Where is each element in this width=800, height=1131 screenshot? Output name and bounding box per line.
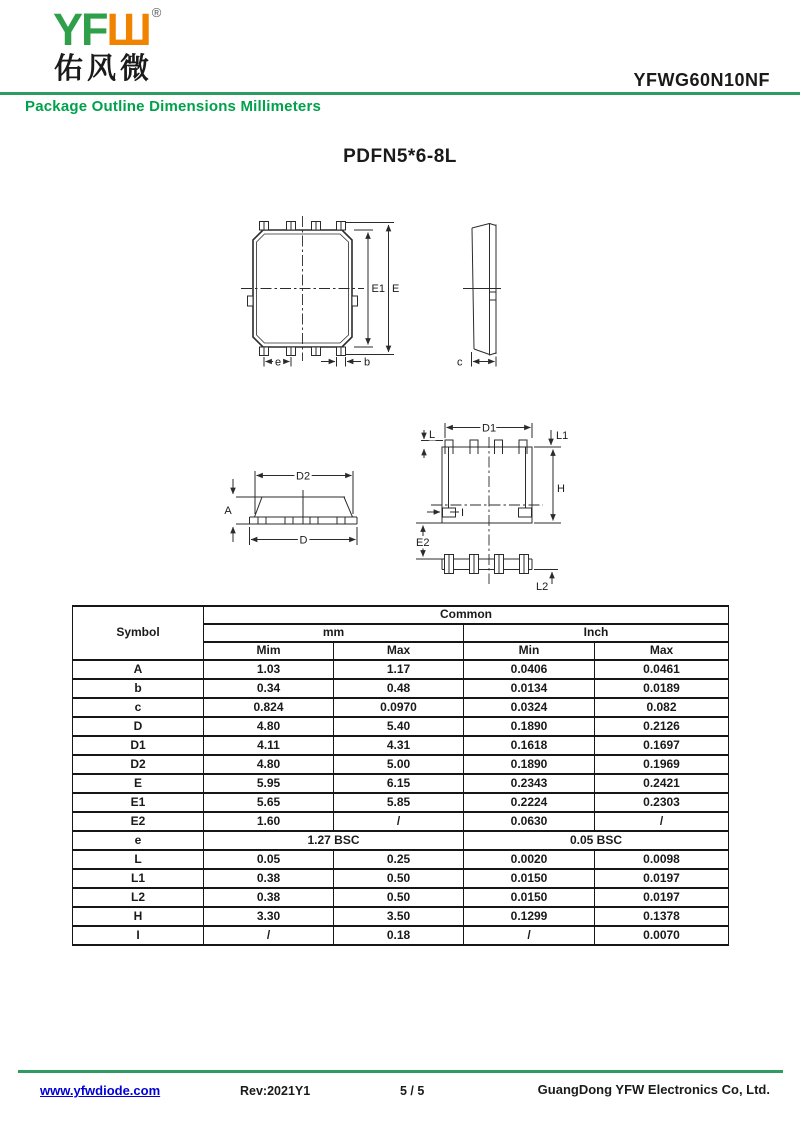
inch-bsc-cell: 0.05 BSC <box>464 831 729 850</box>
inch-min-cell: 0.1618 <box>464 736 595 755</box>
inch-max-cell: 0.1969 <box>595 755 729 774</box>
col-header-mm: mm <box>204 624 464 642</box>
mm-max-cell: 5.40 <box>334 717 464 736</box>
dim-label-a: A <box>224 505 232 517</box>
symbol-cell: A <box>73 660 204 679</box>
dim-label-h: H <box>557 483 565 495</box>
mm-max-cell: 5.00 <box>334 755 464 774</box>
table-row <box>73 831 729 850</box>
mm-min-cell: 0.34 <box>204 679 334 698</box>
dim-label-c: c <box>457 356 463 369</box>
symbol-cell: E <box>73 774 204 793</box>
symbol-cell: E1 <box>73 793 204 812</box>
mm-max-cell: 0.0970 <box>334 698 464 717</box>
company-name: GuangDong YFW Electronics Co, Ltd. <box>537 1082 770 1097</box>
dim-label-e: e <box>275 356 282 369</box>
symbol-cell: L2 <box>73 888 204 907</box>
mm-min-cell: / <box>204 926 334 945</box>
mm-max-cell: 6.15 <box>334 774 464 793</box>
symbol-cell: e <box>73 831 204 850</box>
table-row <box>73 698 729 717</box>
inch-min-cell: 0.0020 <box>464 850 595 869</box>
mm-min-cell: 1.60 <box>204 812 334 831</box>
inch-min-cell: 0.0134 <box>464 679 595 698</box>
table-row <box>73 888 729 907</box>
mm-max-cell: 5.85 <box>334 793 464 812</box>
inch-min-cell: 0.0630 <box>464 812 595 831</box>
inch-max-cell: / <box>595 812 729 831</box>
inch-min-cell: 0.0324 <box>464 698 595 717</box>
symbol-cell: I <box>73 926 204 945</box>
mm-max-cell: 0.18 <box>334 926 464 945</box>
table-row <box>73 660 729 679</box>
mm-bsc-cell: 1.27 BSC <box>204 831 464 850</box>
col-header-mm-min: Mim <box>204 642 334 660</box>
mm-min-cell: 5.65 <box>204 793 334 812</box>
part-number: YFWG60N10NF <box>633 70 770 90</box>
inch-max-cell: 0.2303 <box>595 793 729 812</box>
package-title: PDFN5*6-8L <box>343 146 457 167</box>
header-divider <box>0 92 800 95</box>
inch-min-cell: 0.0150 <box>464 869 595 888</box>
inch-min-cell: 0.1299 <box>464 907 595 926</box>
inch-min-cell: 0.2343 <box>464 774 595 793</box>
page-number: 5 / 5 <box>400 1084 425 1098</box>
inch-min-cell: 0.0150 <box>464 888 595 907</box>
drawing-top-view <box>241 216 399 369</box>
inch-min-cell: 0.1890 <box>464 755 595 774</box>
mm-max-cell: 0.50 <box>334 888 464 907</box>
inch-max-cell: 0.082 <box>595 698 729 717</box>
symbol-cell: H <box>73 907 204 926</box>
mm-min-cell: 3.30 <box>204 907 334 926</box>
inch-max-cell: 0.0197 <box>595 869 729 888</box>
mm-min-cell: 0.38 <box>204 869 334 888</box>
table-row <box>73 926 729 945</box>
mm-min-cell: 4.11 <box>204 736 334 755</box>
symbol-cell: c <box>73 698 204 717</box>
inch-min-cell: 0.1890 <box>464 717 595 736</box>
inch-max-cell: 0.1378 <box>595 907 729 926</box>
symbol-cell: b <box>73 679 204 698</box>
mm-max-cell: 4.31 <box>334 736 464 755</box>
table-row <box>73 869 729 888</box>
table-row <box>73 755 729 774</box>
yfw-logo <box>53 4 162 55</box>
mm-max-cell: 0.48 <box>334 679 464 698</box>
mm-min-cell: 0.05 <box>204 850 334 869</box>
table-row <box>73 907 729 926</box>
col-header-inch-max: Max <box>595 642 729 660</box>
mm-max-cell: 3.50 <box>334 907 464 926</box>
dim-label-l2: L2 <box>536 581 549 593</box>
dim-label-e1: E1 <box>371 283 385 295</box>
drawing-side-profile <box>224 471 357 547</box>
dim-label-l: L <box>429 429 436 441</box>
table-row <box>73 679 729 698</box>
mm-max-cell: 0.50 <box>334 869 464 888</box>
inch-min-cell: 0.0406 <box>464 660 595 679</box>
symbol-cell: L <box>73 850 204 869</box>
drawing-side-view <box>457 223 501 369</box>
revision-label: Rev:2021Y1 <box>240 1084 311 1098</box>
mm-min-cell: 1.03 <box>204 660 334 679</box>
dim-label-d2: D2 <box>296 470 311 483</box>
mm-min-cell: 0.38 <box>204 888 334 907</box>
table-row <box>73 736 729 755</box>
mm-min-cell: 4.80 <box>204 755 334 774</box>
mm-max-cell: 1.17 <box>334 660 464 679</box>
table-row <box>73 793 729 812</box>
logo-chinese-text: 佑风微 <box>54 53 154 85</box>
mm-min-cell: 4.80 <box>204 717 334 736</box>
logo-w-mark: Ш <box>106 4 150 55</box>
inch-max-cell: 0.1697 <box>595 736 729 755</box>
mm-min-cell: 5.95 <box>204 774 334 793</box>
col-header-mm-max: Max <box>334 642 464 660</box>
inch-max-cell: 0.0461 <box>595 660 729 679</box>
dim-label-l1: L1 <box>556 430 569 442</box>
symbol-cell: D <box>73 717 204 736</box>
section-title: Package Outline Dimensions Millimeters <box>25 98 322 115</box>
mm-max-cell: / <box>334 812 464 831</box>
table-row <box>73 850 729 869</box>
inch-max-cell: 0.0197 <box>595 888 729 907</box>
dimension-table <box>72 605 729 946</box>
table-row <box>73 717 729 736</box>
col-header-inch-min: Min <box>464 642 595 660</box>
col-header-common: Common <box>204 606 729 624</box>
logo-yf-text: YF <box>53 4 107 55</box>
inch-max-cell: 0.0098 <box>595 850 729 869</box>
inch-max-cell: 0.0070 <box>595 926 729 945</box>
symbol-cell: D1 <box>73 736 204 755</box>
table-row <box>73 774 729 793</box>
table-row <box>73 812 729 831</box>
dim-label-e-cap: E <box>392 283 400 295</box>
symbol-cell: L1 <box>73 869 204 888</box>
dim-label-b: b <box>364 356 371 369</box>
registered-trademark-icon: ® <box>151 5 162 20</box>
mm-max-cell: 0.25 <box>334 850 464 869</box>
dim-label-e2: E2 <box>416 537 430 549</box>
dim-label-d1: D1 <box>482 422 497 435</box>
col-header-symbol: Symbol <box>73 606 204 660</box>
inch-max-cell: 0.0189 <box>595 679 729 698</box>
inch-max-cell: 0.2421 <box>595 774 729 793</box>
dim-label-i: I <box>461 507 465 519</box>
inch-min-cell: 0.2224 <box>464 793 595 812</box>
col-header-inch: Inch <box>464 624 729 642</box>
inch-max-cell: 0.2126 <box>595 717 729 736</box>
mm-min-cell: 0.824 <box>204 698 334 717</box>
inch-min-cell: / <box>464 926 595 945</box>
website-link[interactable]: www.yfwdiode.com <box>40 1083 161 1098</box>
symbol-cell: E2 <box>73 812 204 831</box>
dim-label-d: D <box>299 534 308 547</box>
footer-divider <box>18 1070 783 1073</box>
symbol-cell: D2 <box>73 755 204 774</box>
drawing-bottom-view <box>416 423 568 594</box>
dimension-table-body <box>73 660 729 945</box>
